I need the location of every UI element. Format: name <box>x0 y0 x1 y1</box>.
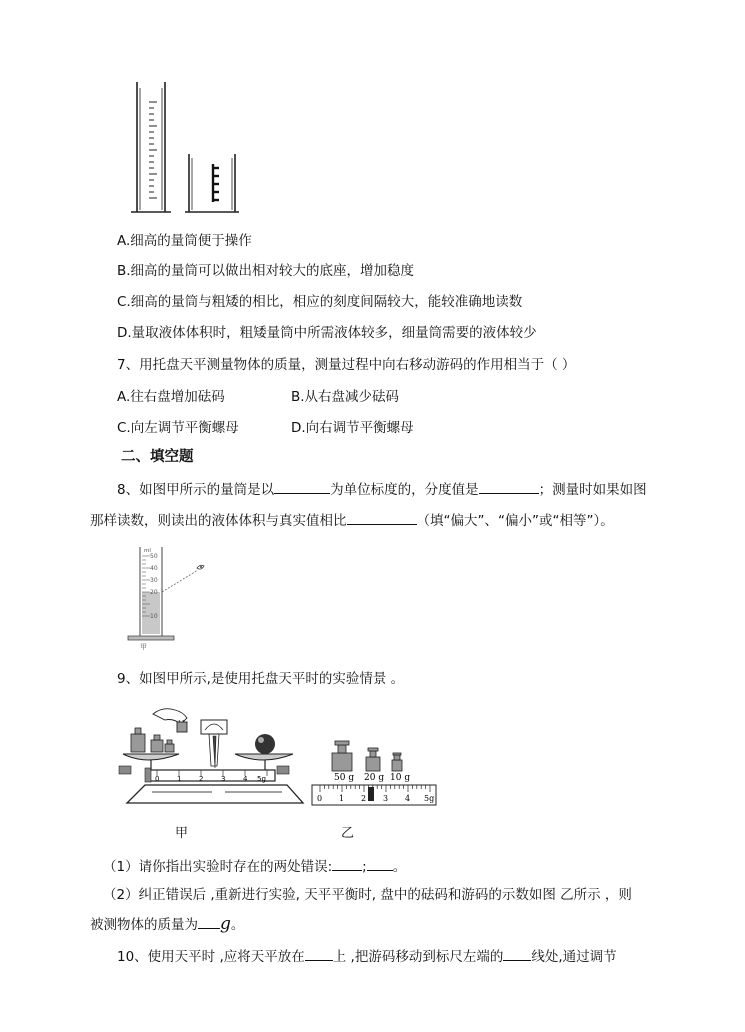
q10-blank-surface[interactable] <box>305 946 333 961</box>
weight-label-20: 20 g <box>364 773 385 783</box>
q8-tick-30: 30 <box>150 577 158 584</box>
q8-unit-label: ml <box>144 548 151 554</box>
rider-tick-5: 5g <box>424 794 435 803</box>
section-title: 二、填空题 <box>121 449 194 465</box>
fig-caption-jia: 甲 <box>175 826 189 841</box>
q9-blank-mass[interactable] <box>198 914 220 929</box>
q10-text-3: 线处,通过调节 <box>531 949 617 965</box>
rider <box>368 787 374 801</box>
q9-sub1-sep: ; <box>362 859 367 875</box>
measuring-cylinders-figure <box>125 78 255 218</box>
q8-line2 <box>90 509 614 529</box>
q8-blank-division[interactable] <box>479 479 539 494</box>
weight-50g <box>332 741 352 771</box>
weight-10g <box>392 753 402 771</box>
q7-option-b: B.从右盘减少砝码 <box>291 389 400 405</box>
q9-stem: 9、如图甲所示,是使用托盘天平时的实验情景 。 <box>117 671 405 687</box>
q7-option-a: A.往右盘增加砝码 <box>117 389 225 405</box>
beam-tick-0: 0 <box>155 775 160 783</box>
sight-line <box>162 570 198 592</box>
pointer <box>213 736 216 768</box>
beam-tick-5: 5g <box>257 775 266 783</box>
hand-icon <box>153 709 187 732</box>
q9-blank-error1[interactable] <box>332 856 362 871</box>
beam-tick-4: 4 <box>243 775 248 783</box>
eye-icon <box>197 565 204 569</box>
balance-figure <box>117 700 307 810</box>
beam-tick-3: 3 <box>221 775 226 783</box>
q8-tick-20: 20 <box>150 589 158 596</box>
weight-label-50: 50 g <box>334 773 355 783</box>
rider-tick-4: 4 <box>405 794 411 803</box>
q8-blank-compare[interactable] <box>347 510 417 525</box>
q8-tick-10: 10 <box>150 613 158 620</box>
rider-tick-1: 1 <box>339 794 345 803</box>
q8-cylinder-figure <box>120 544 220 652</box>
q8-text-3: ；测量时如果如图 <box>538 482 647 498</box>
weights-on-left-pan <box>131 728 174 752</box>
beam-scale <box>147 770 275 781</box>
q9-sub2-line2 <box>90 913 244 934</box>
q8-text-4: 那样读数，则读出的液体体积与真实值相比 <box>90 513 347 529</box>
q8-fig-caption: 甲 <box>140 643 147 651</box>
q9-sub1-text: （1）请你指出实验时存在的两处错误: <box>103 859 333 875</box>
short-cylinder-ticks <box>213 164 219 202</box>
object-ball <box>255 734 275 754</box>
weight-label-10: 10 g <box>390 773 411 783</box>
q9-sub1-end: 。 <box>392 859 407 875</box>
q10-line1 <box>117 945 617 965</box>
q9-sub2-text: 被测物体的质量为 <box>90 917 198 933</box>
left-pan <box>123 754 179 760</box>
q6-option-a: A.细高的量筒便于操作 <box>117 233 252 249</box>
q9-blank-error2[interactable] <box>367 856 393 871</box>
beam-tick-1: 1 <box>177 775 182 783</box>
q7-option-d: D.向右调节平衡螺母 <box>291 420 414 436</box>
fig-caption-yi: 乙 <box>341 826 355 841</box>
q9-sub2-end: 。 <box>230 917 245 933</box>
q8-line1 <box>117 478 647 498</box>
q9-sub2-line1: （2）纠正错误后 ,重新进行实验, 天平平衡时, 盘中的砝码和游码的示数如图 乙所示 ，则 <box>103 887 632 903</box>
q10-text-1: 10、使用天平时 ,应将天平放在 <box>117 949 305 965</box>
rider-tick-0: 0 <box>317 794 323 803</box>
q9-unit: g <box>220 914 231 934</box>
q6-option-d: D.量取液体体积时，粗矮量筒中所需液体较多，细量筒需要的液体较少 <box>117 325 537 341</box>
q6-option-c: C.细高的量筒与粗矮的相比，相应的刻度间隔较大，能较准确地读数 <box>117 294 523 310</box>
weight-20g <box>366 748 380 771</box>
q8-text-5: （填“偏大”、“偏小”或“相等”）。 <box>416 513 614 529</box>
q8-tick-40: 40 <box>150 565 158 572</box>
q10-blank-zero[interactable] <box>503 946 531 961</box>
weights-and-scale-figure <box>310 735 440 807</box>
rider-tick-3: 3 <box>383 794 389 803</box>
tall-cylinder-ticks <box>149 102 157 198</box>
rider-tick-2: 2 <box>361 794 367 803</box>
q9-sub1 <box>103 855 406 875</box>
q8-blank-unit[interactable] <box>274 479 330 494</box>
q6-option-b: B.细高的量筒可以做出相对较大的底座，增加稳度 <box>117 263 415 279</box>
q8-tick-50: 50 <box>150 553 158 560</box>
q7-stem: 7、用托盘天平测量物体的质量，测量过程中向右移动游码的作用相当于（ ） <box>117 357 576 373</box>
q10-text-2: 上 ,把游码移动到标尺左端的 <box>332 949 504 965</box>
q7-option-c: C.向左调节平衡螺母 <box>117 420 239 436</box>
q8-text-1: 8、如图甲所示的量筒是以 <box>117 482 275 498</box>
q8-text-2: 为单位标度的，分度值是 <box>330 482 479 498</box>
right-pan <box>235 754 293 760</box>
beam-tick-2: 2 <box>199 775 204 783</box>
